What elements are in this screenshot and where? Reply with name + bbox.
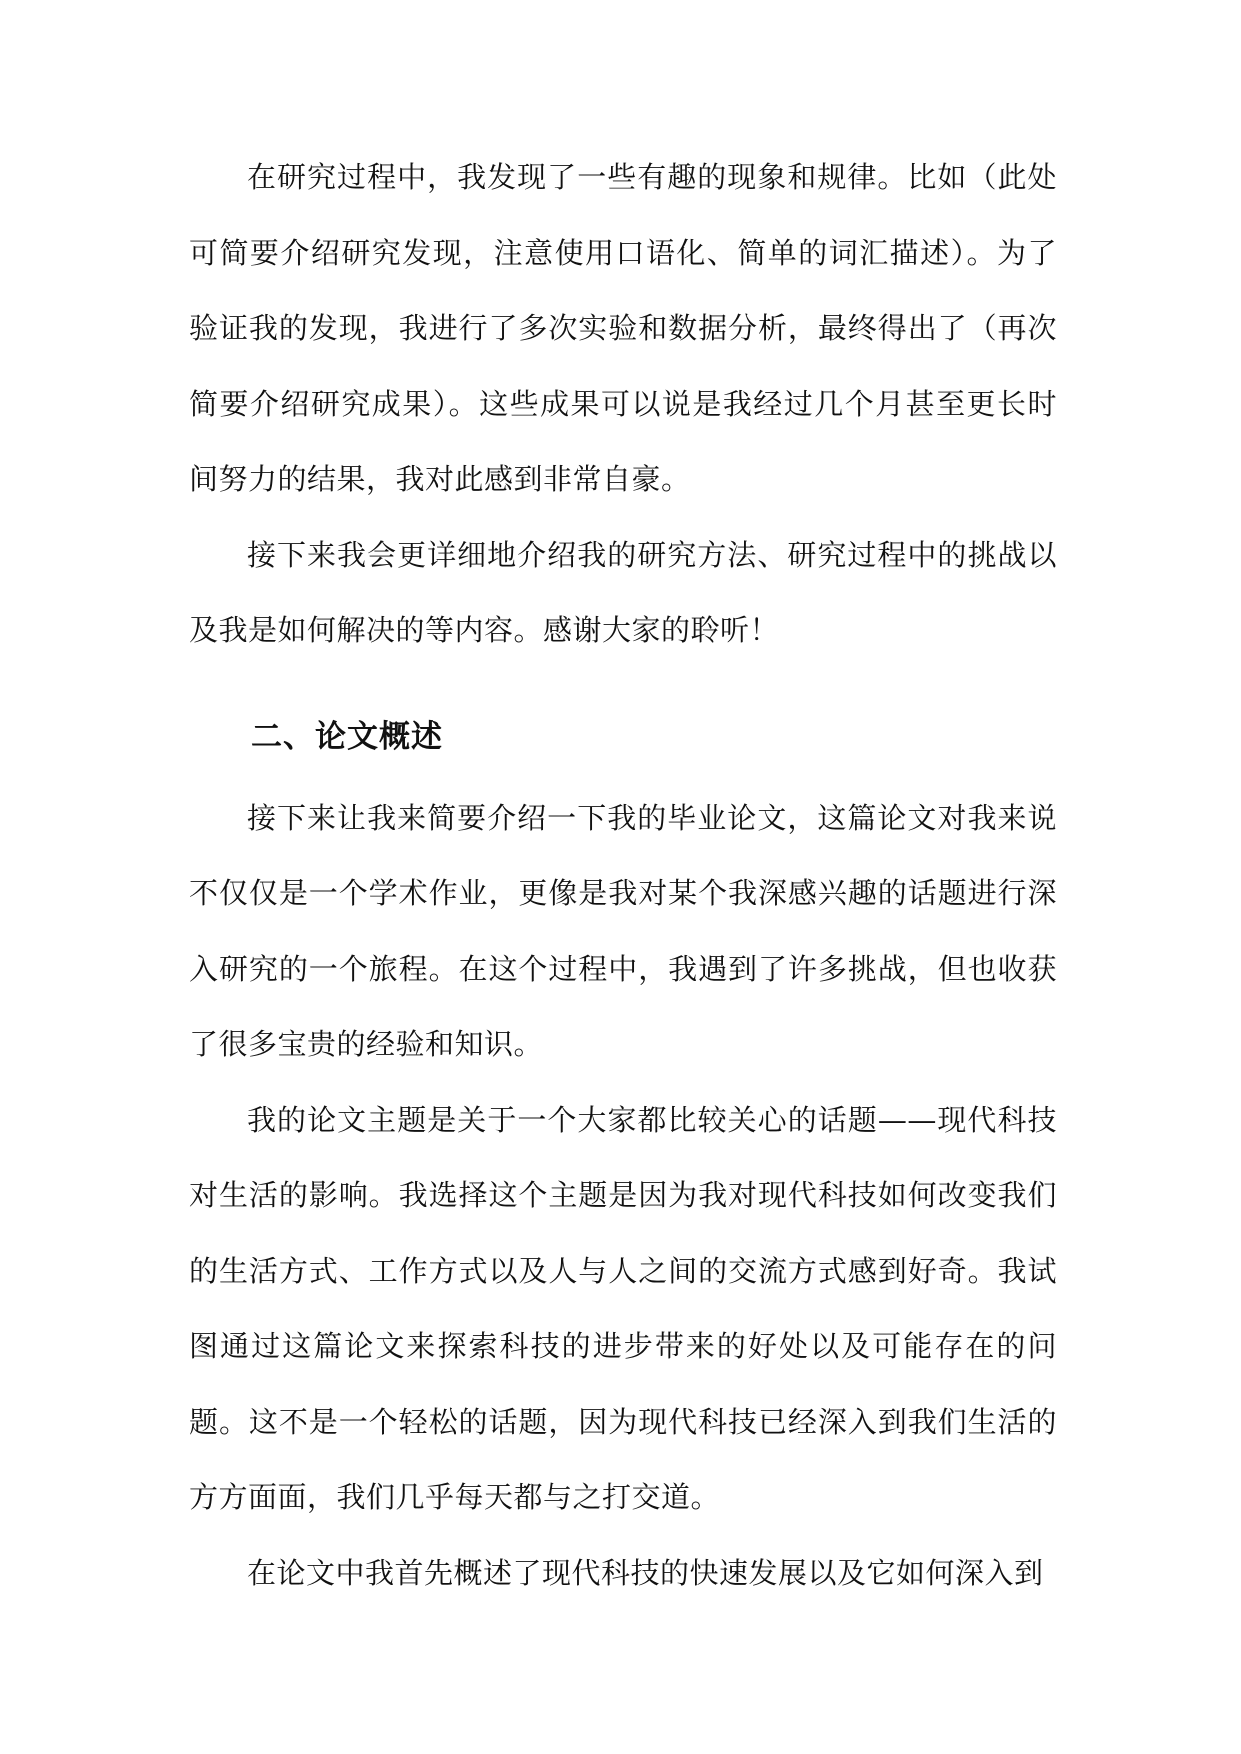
paragraph-thesis-overview: 在论文中我首先概述了现代科技的快速发展以及它如何深入到 [247, 1555, 1044, 1590]
paragraph-research-findings: 在研究过程中，我发现了一些有趣的现象和规律。比如（此处可简要介绍研究发现，注意使用口语化、简单的词汇描述）。为了验证我的发现，我进行了多次实验和数据分析，最终得出了（再次简要介绍研究成果）。这些成果可以说是我经过几个月甚至更长时间努力的结果，我对此感到非常自豪。 [189, 160, 1057, 496]
paragraph-thesis-topic: 我的论文主题是关于一个大家都比较关心的话题——现代科技对生活的影响。我选择这个主题是因为我对现代科技如何改变我们的生活方式、工作方式以及人与人之间的交流方式感到好奇。我试图通过这篇论文来探索科技的进步带来的好处以及可能存在的问题。这不是一个轻松的话题，因为现代科技已经深入到我们生活的方方面面，我们几乎每天都与之打交道。 [189, 1102, 1057, 1514]
section-heading: 二、论文概述 [251, 718, 443, 755]
paragraph-thesis-intro: 接下来让我来简要介绍一下我的毕业论文，这篇论文对我来说不仅仅是一个学术作业，更像是我对某个我深感兴趣的话题进行深入研究的一个旅程。在这个过程中，我遇到了许多挑战，但也收获了很多宝贵的经验和知识。 [189, 800, 1057, 1061]
document-body [189, 140, 1057, 1611]
paragraph-next-steps: 接下来我会更详细地介绍我的研究方法、研究过程中的挑战以及我是如何解决的等内容。感谢大家的聆听！ [189, 537, 1057, 647]
